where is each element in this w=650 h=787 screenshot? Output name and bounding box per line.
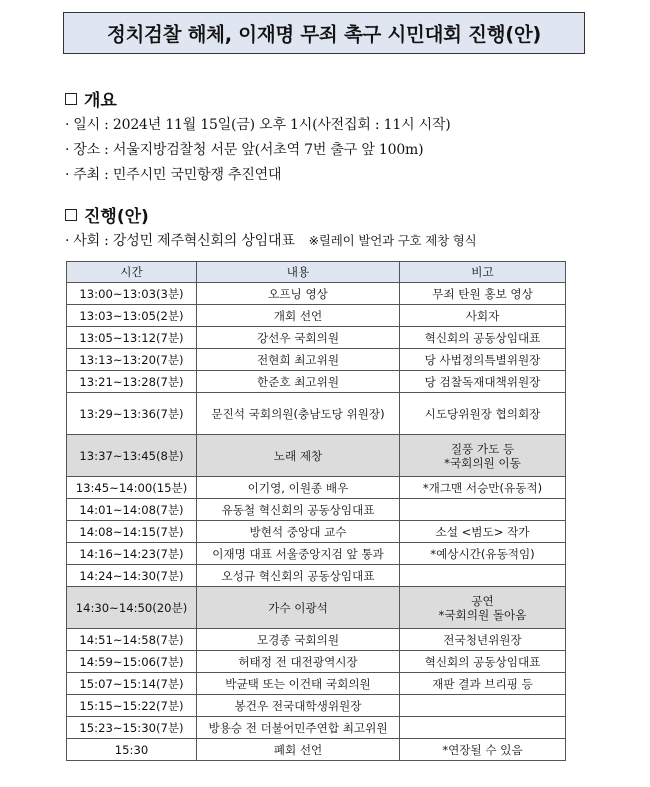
cell-note	[400, 477, 566, 499]
table-row	[67, 651, 566, 673]
cell-time: 14:51~14:58(7분)	[67, 629, 197, 651]
cell-note	[400, 717, 566, 739]
table-row	[67, 587, 566, 629]
document-title: 정치검찰 해체, 이재명 무죄 촉구 시민대회 진행(안)	[63, 12, 585, 54]
cell-note	[400, 565, 566, 587]
cell-content: 한준호 최고위원	[197, 371, 400, 393]
cell-note	[400, 283, 566, 305]
bullet-icon: ·	[65, 142, 70, 158]
cell-note	[400, 499, 566, 521]
section-heading-label: 진행(안)	[84, 207, 149, 227]
table-row	[67, 543, 566, 565]
cell-note	[400, 673, 566, 695]
table-row	[67, 673, 566, 695]
cell-note	[400, 371, 566, 393]
note-line: 혁신회의 공동상임대표	[424, 330, 541, 345]
note-line: *국회의원 이동	[444, 455, 521, 470]
cell-content: 오프닝 영상	[197, 283, 400, 305]
table-row	[67, 435, 566, 477]
cell-time: 15:23~15:30(7분)	[67, 717, 197, 739]
schedule-table	[66, 261, 566, 761]
cell-time: 14:24~14:30(7분)	[67, 565, 197, 587]
note-line: 당 사법정의특별위원장	[424, 352, 541, 367]
overview-item-date: · 일시 : 2024년 11월 15일(금) 오후 1시(사전집회 : 11시 시작)	[65, 117, 451, 133]
cell-time: 13:13~13:20(7분)	[67, 349, 197, 371]
overview-item-place: · 장소 : 서울지방검찰청 서문 앞(서초역 7번 출구 앞 100m)	[65, 142, 424, 158]
section-heading-label: 개요	[84, 91, 117, 111]
cell-note	[400, 349, 566, 371]
bullet-icon: ·	[65, 117, 70, 133]
table-row	[67, 695, 566, 717]
table-row	[67, 565, 566, 587]
cell-time: 13:21~13:28(7분)	[67, 371, 197, 393]
cell-content: 모경종 국회의원	[197, 629, 400, 651]
cell-time: 14:01~14:08(7분)	[67, 499, 197, 521]
table-row	[67, 393, 566, 435]
cell-content: 오성규 혁신회의 공동상임대표	[197, 565, 400, 587]
cell-note	[400, 521, 566, 543]
note-line: *연장될 수 있음	[442, 742, 523, 757]
bullet-icon: ·	[65, 233, 70, 249]
cell-note	[400, 695, 566, 717]
cell-time: 15:15~15:22(7분)	[67, 695, 197, 717]
checkbox-square-icon	[65, 209, 77, 221]
table-row	[67, 305, 566, 327]
cell-time: 13:03~13:05(2분)	[67, 305, 197, 327]
note-line: 시도당위원장 협의회장	[424, 406, 541, 421]
cell-time: 13:00~13:03(3분)	[67, 283, 197, 305]
cell-note	[400, 327, 566, 349]
table-row	[67, 371, 566, 393]
cell-content: 개회 선언	[197, 305, 400, 327]
table-row	[67, 717, 566, 739]
cell-content: 허태정 전 대전광역시장	[197, 651, 400, 673]
note-line: *국회의원 돌아옴	[438, 607, 527, 622]
table-row	[67, 739, 566, 761]
section-heading-overview	[65, 86, 117, 111]
note-line: 무죄 탄원 홍보 영상	[432, 286, 533, 301]
cell-time: 14:16~14:23(7분)	[67, 543, 197, 565]
cell-note	[400, 305, 566, 327]
cell-note	[400, 543, 566, 565]
note-line: *예상시간(유동적임)	[430, 546, 535, 561]
table-row	[67, 477, 566, 499]
section-heading-progress	[65, 202, 149, 227]
column-header-time: 시간	[67, 262, 197, 283]
table-row	[67, 629, 566, 651]
cell-content: 가수 이광석	[197, 587, 400, 629]
cell-note	[400, 629, 566, 651]
cell-time: 14:08~14:15(7분)	[67, 521, 197, 543]
cell-content: 유동철 혁신회의 공동상임대표	[197, 499, 400, 521]
cell-time: 13:05~13:12(7분)	[67, 327, 197, 349]
table-row	[67, 349, 566, 371]
table-row	[67, 327, 566, 349]
cell-content: 이재명 대표 서울중앙지검 앞 통과	[197, 543, 400, 565]
cell-content: 봉건우 전국대학생위원장	[197, 695, 400, 717]
cell-time: 13:29~13:36(7분)	[67, 393, 197, 435]
cell-content: 방용승 전 더불어민주연합 최고위원	[197, 717, 400, 739]
column-header-content: 내용	[197, 262, 400, 283]
cell-content: 박균택 또는 이건태 국회의원	[197, 673, 400, 695]
note-line: 혁신회의 공동상임대표	[424, 654, 541, 669]
cell-content: 폐회 선언	[197, 739, 400, 761]
cell-note	[400, 587, 566, 629]
cell-time: 14:30~14:50(20분)	[67, 587, 197, 629]
cell-note	[400, 651, 566, 673]
cell-time: 15:07~15:14(7분)	[67, 673, 197, 695]
table-row	[67, 521, 566, 543]
progress-host-line: · 사회 : 강성민 제주혁신회의 상임대표 ※릴레이 발언과 구호 제창 형식	[65, 233, 477, 249]
format-note: ※릴레이 발언과 구호 제창 형식	[308, 233, 477, 248]
note-line: *개그맨 서승만(유동적)	[422, 480, 543, 495]
table-header-row	[67, 262, 566, 283]
cell-time: 15:30	[67, 739, 197, 761]
cell-content: 강선우 국회의원	[197, 327, 400, 349]
note-line: 전국청년위원장	[443, 632, 522, 647]
cell-content: 문진석 국회의원(충남도당 위원장)	[197, 393, 400, 435]
cell-time: 14:59~15:06(7분)	[67, 651, 197, 673]
cell-note	[400, 435, 566, 477]
note-line: 사회자	[465, 308, 500, 323]
table-row	[67, 283, 566, 305]
cell-note	[400, 393, 566, 435]
note-line: 공연	[471, 593, 494, 608]
note-line: 질풍 가도 등	[450, 441, 515, 456]
bullet-icon: ·	[65, 167, 70, 183]
cell-time: 13:45~14:00(15분)	[67, 477, 197, 499]
cell-time: 13:37~13:45(8분)	[67, 435, 197, 477]
cell-note	[400, 739, 566, 761]
cell-content: 노래 제창	[197, 435, 400, 477]
cell-content: 방현석 중앙대 교수	[197, 521, 400, 543]
cell-content: 이기영, 이원종 배우	[197, 477, 400, 499]
cell-content: 전현희 최고위원	[197, 349, 400, 371]
checkbox-square-icon	[65, 93, 77, 105]
note-line: 소설 <범도> 작가	[435, 524, 530, 539]
note-line: 당 검찰독재대책위원장	[424, 374, 541, 389]
column-header-note: 비고	[400, 262, 566, 283]
table-row	[67, 499, 566, 521]
note-line: 재판 결과 브리핑 등	[432, 676, 533, 691]
overview-item-host-org: · 주최 : 민주시민 국민항쟁 추진연대	[65, 167, 282, 183]
